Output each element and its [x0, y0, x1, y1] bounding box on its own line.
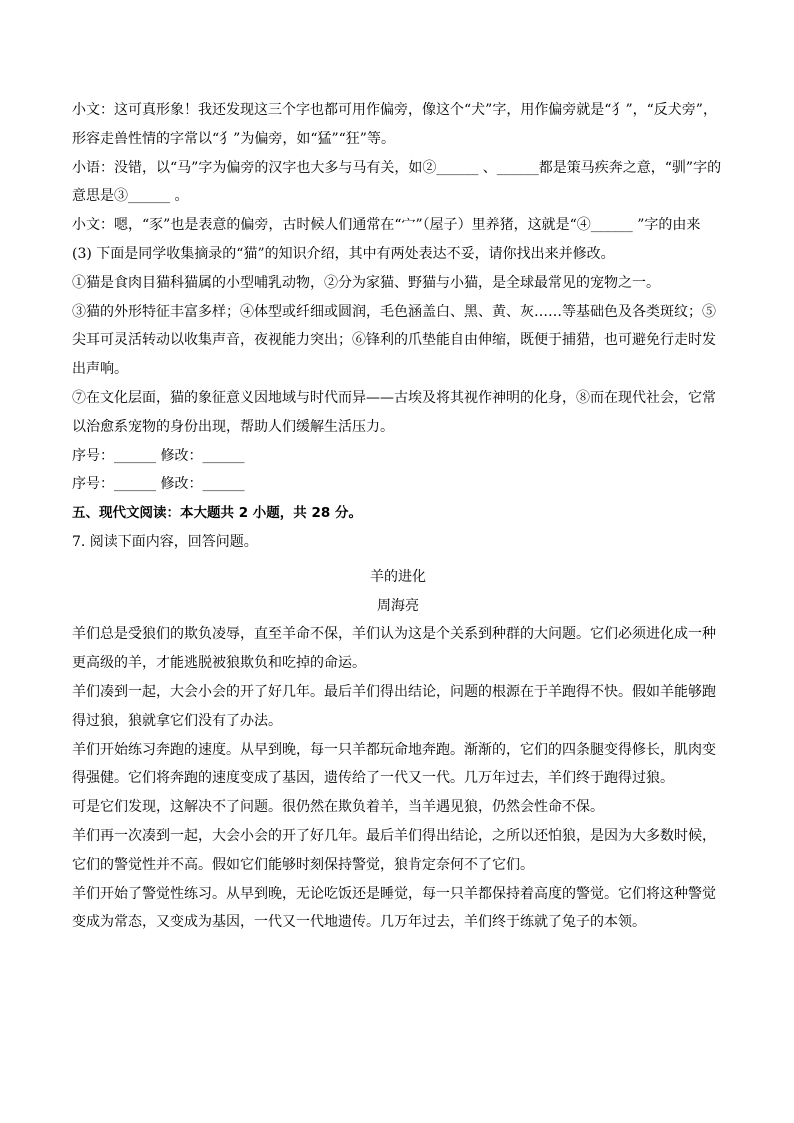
- article-paragraph-2: 羊们凑到一起，大会小会的开了好几年。最后羊们得出结论，问题的根源在于羊跑得不快。假如羊能够跑得过狼，狼就拿它们没有了办法。: [72, 683, 716, 729]
- dialogue-line-xiaoyu: 小语：没错，以“马”字为偏旁的汉字也大多与马有关，如②______ 、______都是策马疾奔之意，“驯”字的意思是③______ 。: [72, 159, 722, 205]
- article-author: 周海亮: [377, 597, 419, 614]
- answer-line-1: 序号：______ 修改：______: [72, 447, 245, 464]
- article-paragraph-4: 可是它们发现，这解决不了问题。很仍然在欺负着羊，当羊遇见狼，仍然会性命不保。: [72, 799, 604, 816]
- question-7-prompt: 7. 阅读下面内容，回答问题。: [72, 533, 258, 550]
- article-title: 羊的进化: [370, 568, 426, 585]
- article-paragraph-5: 羊们再一次凑到一起，大会小会的开了好几年。最后羊们得出结论，之所以还怕狼，是因为大多数时候，它们的警觉性并不高。假如它们能够时刻保持警觉，狼肯定奈何不了它们。: [72, 827, 716, 873]
- cat-intro-paragraph-3: ⑦在文化层面，猫的象征意义因地域与时代而异——古埃及将其视作神明的化身，⑧而在现代社会，它常以治愈系宠物的身份出现，帮助人们缓解生活压力。: [72, 389, 716, 435]
- answer-line-2: 序号：______ 修改：______: [72, 476, 245, 493]
- section-heading: 五、现代文阅读：本大题共 2 小题，共 28 分。: [72, 505, 362, 522]
- dialogue-line-xiaowen-2: 小文：嗯，“豕”也是表意的偏旁，古时候人们通常在“宀”（屋子）里养猪，这就是“④______ ”字的由来: [72, 217, 701, 234]
- cat-intro-paragraph-1: ①猫是食肉目猫科猫属的小型哺乳动物，②分为家猫、野猫与小猫，是全球最常见的宠物之一。: [72, 274, 660, 291]
- question-3-prompt: (3) 下面是同学收集摘录的“猫”的知识介绍，其中有两处表达不妥，请你找出来并修改。: [72, 245, 615, 262]
- article-paragraph-1: 羊们总是受狼们的欺负凌辱，直至羊命不保，羊们认为这是个关系到种群的大问题。它们必须进化成一种更高级的羊，才能逃脱被狼欺负和吃掉的命运。: [72, 626, 716, 672]
- article-paragraph-6: 羊们开始了警觉性练习。从早到晚，无论吃饭还是睡觉，每一只羊都保持着高度的警觉。它们将这种警觉变成为常态，又变成为基因，一代又一代地遗传。几万年过去，羊们终于练就了兔子的本领。: [72, 885, 716, 931]
- article-paragraph-3: 羊们开始练习奔跑的速度。从早到晚，每一只羊都玩命地奔跑。渐渐的，它们的四条腿变得修长，肌肉变得强健。它们将奔跑的速度变成了基因，遗传给了一代又一代。几万年过去，羊们终于跑得过狼。: [72, 741, 716, 787]
- dialogue-line-xiaowen-1: 小文：这可真形象！我还发现这三个字也都可用作偏旁，像这个“犬”字，用作偏旁就是“犭”，“反犬旁”，形容走兽性情的字常以“犭”为偏旁，如“猛”“狂”等。: [72, 102, 717, 147]
- document-page: [72, 96, 724, 937]
- cat-intro-paragraph-2: ③猫的外形特征丰富多样；④体型或纤细或圆润，毛色涵盖白、黑、黄、灰……等基础色及各类斑纹；⑤尖耳可灵活转动以收集声音，夜视能力突出；⑥锋利的爪垫能自由伸缩，既便于捕猎，也可避免行走时发出声响。: [72, 303, 716, 378]
